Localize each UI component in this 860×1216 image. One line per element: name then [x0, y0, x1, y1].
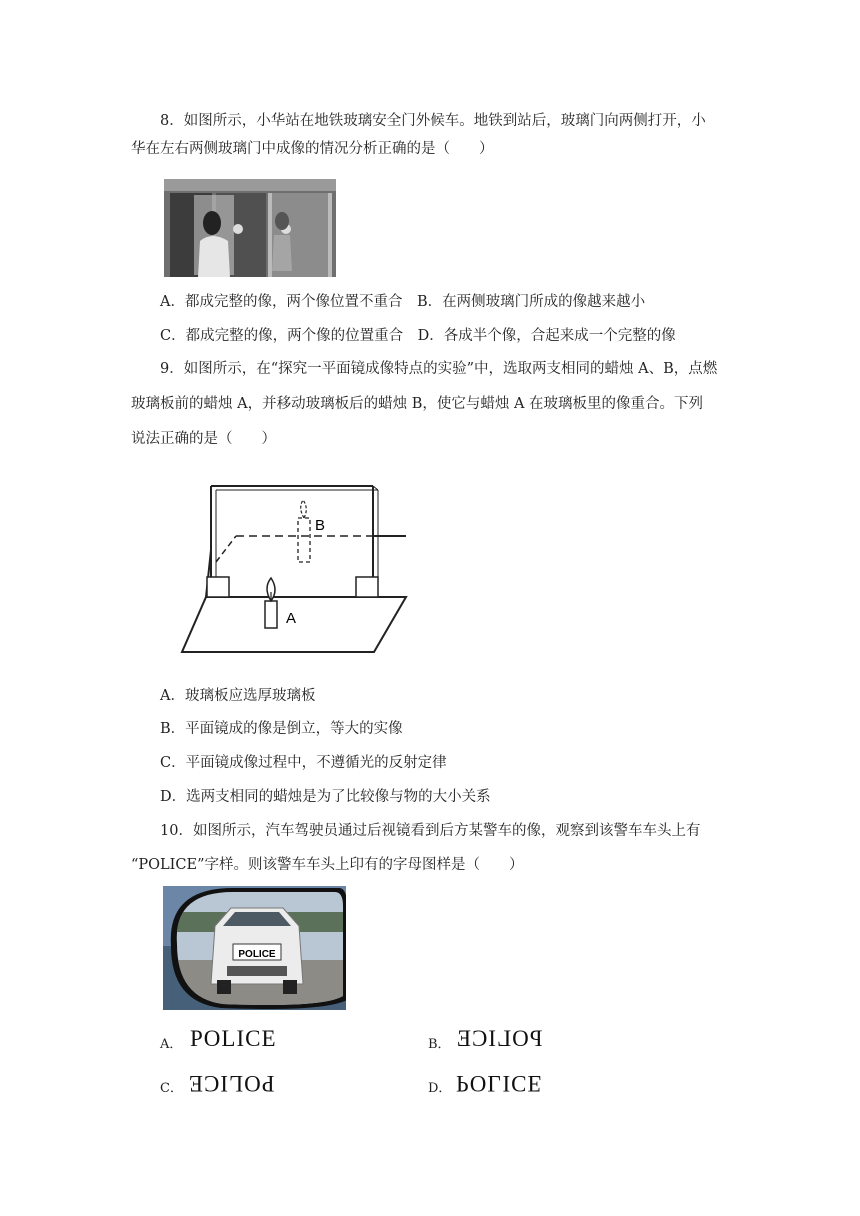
q9-option-b: B．平面镜成的像是倒立，等大的实像 [160, 721, 403, 737]
q9-line3: 说法正确的是（ ） [131, 431, 276, 447]
q9-option-a: A．玻璃板应选厚玻璃板 [160, 688, 316, 704]
q9-option-c: C．平面镜成像过程中，不遵循光的反射定律 [160, 755, 447, 771]
q8-options-row1: A．都成完整的像，两个像位置不重合 B．在两侧玻璃门所成的像越来越小 [160, 294, 646, 310]
candle-b-label: B [315, 517, 326, 534]
q10-option-d-text: POLICE [456, 1071, 543, 1096]
q9-line1: 9．如图所示，在“探究一平面镜成像特点的实验”中，选取两支相同的蜡烛 A、B，点燃 [160, 361, 718, 377]
q10-option-a-label: A． [160, 1037, 183, 1052]
q10-line1: 10．如图所示，汽车驾驶员通过后视镜看到后方某警车的像，观察到该警车车头上有 [160, 823, 701, 839]
q10-option-c-text: POLICE [188, 1071, 275, 1096]
q8-options-row2: C．都成完整的像，两个像的位置重合 D．各成半个像，合起来成一个完整的像 [160, 328, 676, 344]
q10-option-c-label: C． [160, 1081, 183, 1096]
q10-option-b-label: B． [428, 1037, 451, 1052]
q9-line2: 玻璃板前的蜡烛 A，并移动玻璃板后的蜡烛 B，使它与蜡烛 A 在玻璃板里的像重合。下列 [131, 396, 704, 412]
candle-mirror-diagram [178, 480, 410, 658]
subway-door-photo [164, 179, 336, 277]
q10-option-d-label: D． [428, 1081, 452, 1096]
q8-line1: 8．如图所示，小华站在地铁玻璃安全门外候车。地铁到站后，玻璃门向两侧打开，小 [160, 113, 706, 129]
q9-option-d: D．选两支相同的蜡烛是为了比较像与物的大小关系 [160, 789, 491, 805]
q10-line2: “POLICE”字样。则该警车车头上印有的字母图样是（ ） [131, 857, 524, 873]
q10-option-b-text: POLICE [456, 1026, 543, 1051]
q10-option-a-text: POLICE [190, 1026, 277, 1051]
rearview-mirror-photo [163, 886, 346, 1010]
police-photo-text: POLICE [238, 949, 276, 960]
q8-line2: 华在左右两侧玻璃门中成像的情况分析正确的是（ ） [131, 141, 494, 157]
candle-a-label: A [286, 610, 297, 627]
